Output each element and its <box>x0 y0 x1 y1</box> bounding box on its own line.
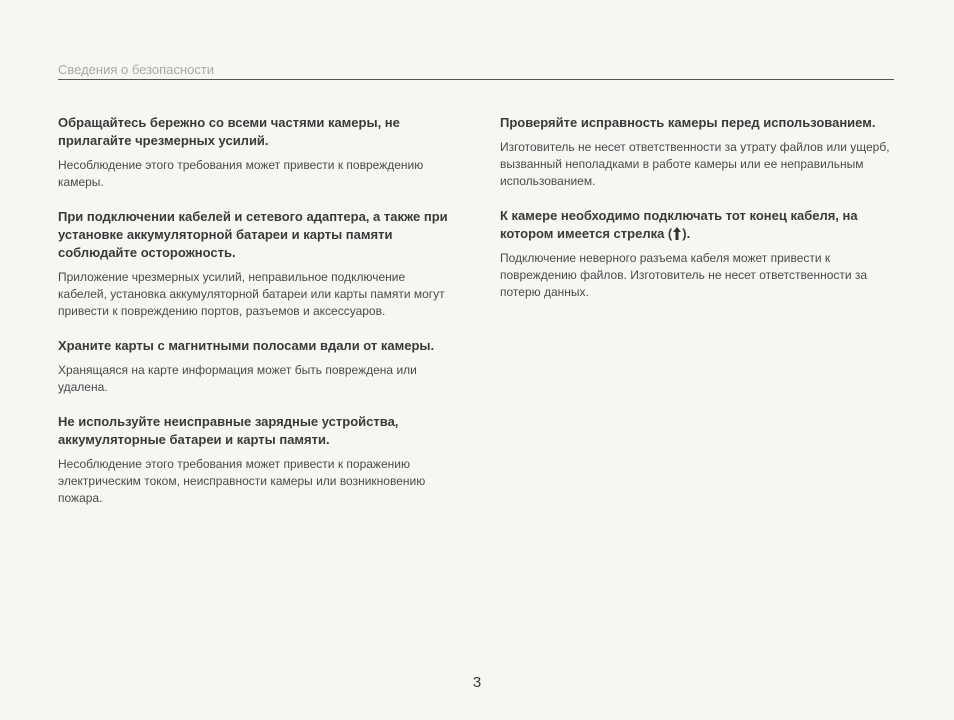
safety-item <box>58 208 450 320</box>
safety-heading: Проверяйте исправность камеры перед использованием. <box>500 115 876 130</box>
section-title: Сведения о безопасности <box>58 62 215 77</box>
up-arrow-icon <box>673 227 681 240</box>
safety-item <box>500 207 896 301</box>
safety-text: Несоблюдение этого требования может привести к повреждению камеры. <box>58 158 424 189</box>
left-column <box>58 114 450 524</box>
safety-item <box>58 413 450 507</box>
page-number: 3 <box>472 674 482 691</box>
safety-text: Хранящаяся на карте информация может быть повреждена или удалена. <box>58 363 417 394</box>
safety-text: Приложение чрезмерных усилий, неправильное подключение кабелей, установка аккумуляторной батареи или карты памяти могут привести к повреждению портов, разъемов и аксессуаров. <box>58 270 445 318</box>
safety-heading: При подключении кабелей и сетевого адаптера, а также при установке аккумуляторной батареи и карты памяти соблюдайте осторожность. <box>58 209 448 260</box>
heading-text-before: К камере необходимо подключать тот конец кабеля, на котором имеется стрелка ( <box>500 208 858 241</box>
safety-heading: Обращайтесь бережно со всеми частями камеры, не прилагайте чрезмерных усилий. <box>58 115 400 148</box>
safety-heading: Храните карты с магнитными полосами вдали от камеры. <box>58 338 435 353</box>
safety-item <box>58 114 450 191</box>
safety-item <box>58 337 450 396</box>
safety-item <box>500 114 896 190</box>
safety-text: Подключение неверного разъема кабеля может привести к повреждению файлов. Изготовитель не несет ответственности за потерю данных. <box>500 251 868 299</box>
safety-heading <box>500 207 896 243</box>
right-column <box>500 114 896 318</box>
safety-heading: Не используйте неисправные зарядные устройства, аккумуляторные батареи и карты памяти. <box>58 414 399 447</box>
heading-text-after: ). <box>682 226 691 241</box>
safety-text: Изготовитель не несет ответственности за утрату файлов или ущерб, вызванный неполадками в работе камеры или ее неправильным использованием. <box>500 140 890 188</box>
page-header <box>58 62 894 80</box>
safety-text: Несоблюдение этого требования может привести к поражению электрическим током, неисправности камеры или возникновению пожара. <box>58 457 426 505</box>
